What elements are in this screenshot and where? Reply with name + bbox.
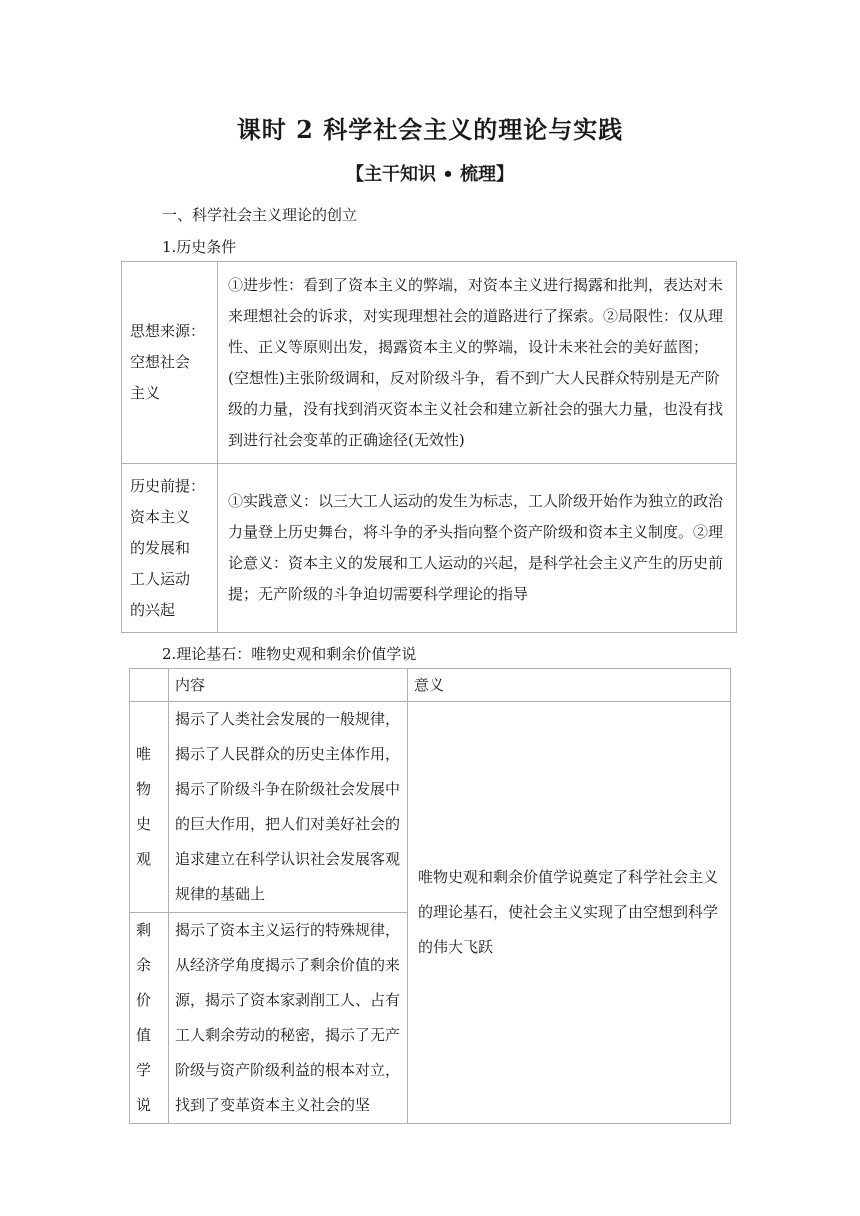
row-label-line: 价值 [136, 991, 152, 1044]
row-content: 揭示了人类社会发展的一般规律，揭示了人民群众的历史主体作用，揭示了阶级斗争在阶级社会发展中的巨大作用，把人们对美好社会的追求建立在科学认识社会发展客观规律的基础上 [169, 702, 408, 913]
subsection-1-heading: 1.历史条件 [162, 238, 237, 256]
row-content: ①实践意义：以三大工人运动的发生为标志，工人阶级开始作为独立的政治力量登上历史舞台，将斗争的矛头指向整个资产阶级和资本主义制度。②理论意义：资本主义的发展和工人运动的兴起，是科学社会主义产生的历史前提；无产阶级的斗争迫切需要科学理论的指导 [218, 464, 737, 633]
section-heading: 【主干知识 • 梳理】 [345, 164, 515, 185]
row-label-line: 空想社会 [130, 353, 191, 371]
row-label-line: 历史前提： [130, 476, 206, 495]
row-content: ①进步性：看到了资本主义的弊端，对资本主义进行揭露和批判，表达对未来理想社会的诉求，对实现理想社会的道路进行了探索。②局限性：仅从理性、正义等原则出发，揭露资本主义的弊端，设计未来社会的美好蓝图；(空想性)主张阶级调和，反对阶级斗争，看不到广大人民群众特别是无产阶级的力量，没有找到消灭资本主义社会和建立新社会的强大力量，也没有找到进行社会变革的正确途径(无效性) [218, 262, 737, 464]
row-label [130, 913, 169, 1124]
theory-foundation-table [129, 668, 731, 1124]
historical-conditions-table [121, 261, 737, 633]
row-label-line: 工人运动 [130, 569, 191, 588]
subsection-2-heading: 2.理论基石：唯物史观和剩余价值学说 [162, 645, 417, 663]
row-label [122, 262, 218, 464]
row-label-line: 史观 [136, 815, 152, 868]
table-header-row [130, 669, 731, 702]
row-label-line: 的兴起 [130, 600, 176, 619]
row-label-line: 唯物 [136, 745, 152, 798]
section-1-heading: 一、科学社会主义理论的创立 [162, 206, 358, 224]
row-label-line: 的发展和 [130, 538, 191, 557]
column-header: 意义 [408, 669, 731, 702]
table-row [122, 262, 737, 464]
significance-cell: 唯物史观和剩余价值学说奠定了科学社会主义的理论基石，使社会主义实现了由空想到科学的伟大飞跃 [408, 702, 731, 1124]
row-label-line: 资本主义 [130, 507, 191, 526]
table-row [122, 464, 737, 633]
column-header: 内容 [169, 669, 408, 702]
row-label [122, 464, 218, 633]
row-label [130, 702, 169, 913]
row-label-line: 思想来源： [130, 322, 206, 340]
row-label-line: 主义 [130, 384, 161, 402]
table-row [130, 702, 731, 913]
row-label-line: 剩余 [136, 921, 152, 974]
column-header [130, 669, 169, 702]
row-content: 揭示了资本主义运行的特殊规律，从经济学角度揭示了剩余价值的来源，揭示了资本家剥削工人、占有工人剩余劳动的秘密，揭示了无产阶级与资产阶级利益的根本对立，找到了变革资本主义社会的坚 [169, 913, 408, 1124]
row-label-line: 学说 [136, 1061, 152, 1114]
lesson-title: 课时 2 科学社会主义的理论与实践 [236, 115, 624, 144]
